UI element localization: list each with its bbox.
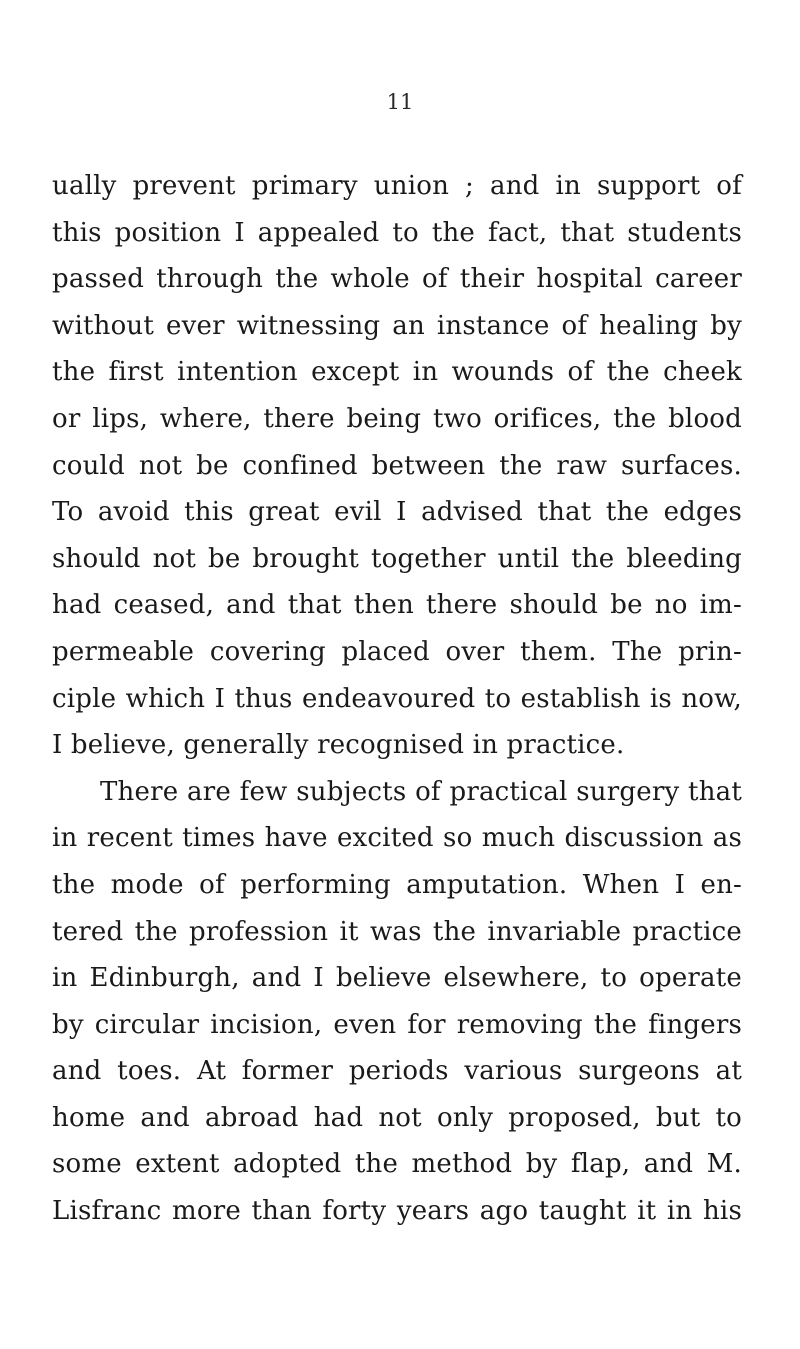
text-line: ually prevent primary union ; and in support of <box>52 171 742 201</box>
text-line: in Edinburgh, and I believe elsewhere, to operate <box>52 963 742 994</box>
text-line: had ceased, and that then there should be no im- <box>52 590 742 621</box>
text-line: some extent adopted the method by flap, and M. <box>52 1149 742 1180</box>
text-line: the mode of performing amputation. When I en- <box>52 869 742 900</box>
paragraph-start-line: There are few subjects of practical surgery that <box>100 776 742 807</box>
text-line: in recent times have excited so much discussion as <box>52 823 742 854</box>
text-line: home and abroad had not only proposed, but to <box>52 1102 742 1133</box>
text-line: and toes. At former periods various surgeons at <box>52 1056 742 1087</box>
text-line: permeable covering placed over them. The prin- <box>52 636 742 667</box>
text-line: Lisfranc more than forty years ago taught it in his <box>52 1196 742 1227</box>
text-line: should not be brought together until the bleeding <box>52 543 742 574</box>
text-line: could not be confined between the raw surfaces. <box>52 450 742 481</box>
text-line: the first intention except in wounds of the cheek <box>52 357 742 388</box>
paragraph-end-line: I believe, generally recognised in practice. <box>52 730 625 761</box>
text-line: without ever witnessing an instance of healing by <box>52 310 742 341</box>
body-text <box>52 163 742 1235</box>
text-line: by circular incision, even for removing the fingers <box>52 1009 742 1040</box>
text-line: To avoid this great evil I advised that the edges <box>52 497 742 528</box>
text-line: passed through the whole of their hospital career <box>52 264 742 295</box>
text-line: tered the profession it was the invariable practice <box>52 916 742 947</box>
text-line: or lips, where, there being two orifices, the blood <box>52 403 742 434</box>
page-number: 11 <box>386 90 414 114</box>
text-line: this position I appealed to the fact, that students <box>52 217 742 248</box>
text-line: ciple which I thus endeavoured to establish is now, <box>52 683 742 714</box>
